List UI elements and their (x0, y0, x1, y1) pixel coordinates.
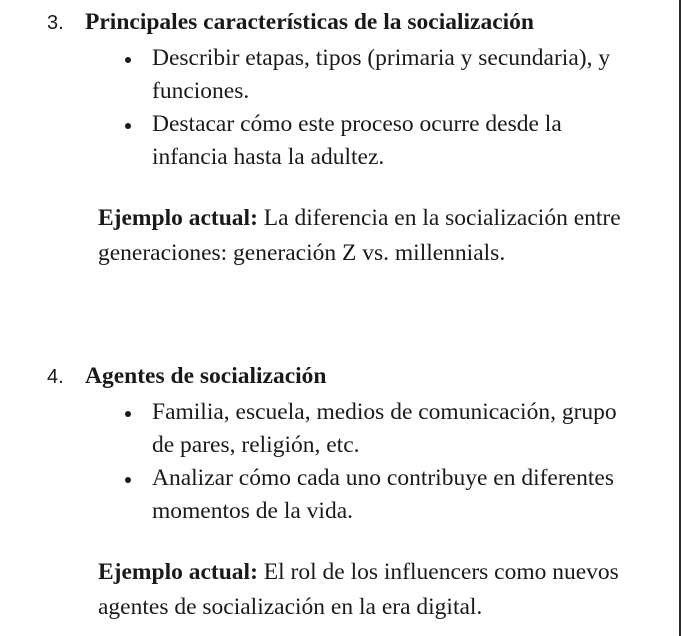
section-3-title: Principales características de la socialización (85, 9, 535, 35)
section-4-title: Agentes de socialización (85, 363, 327, 389)
bullet-dot-icon (125, 477, 131, 483)
section-4-example (98, 555, 658, 625)
bullet-dot-icon (125, 57, 131, 63)
list-item (0, 462, 622, 528)
section-3-bullet-list (0, 42, 676, 174)
section-3-bullet-2-text: Destacar cómo este proceso ocurre desde la infancia hasta la adultez. (152, 111, 562, 170)
section-4-example-label: Ejemplo actual: (98, 559, 258, 585)
section-4-number: 4. (47, 366, 64, 388)
section-3-number: 3. (47, 12, 64, 34)
bullet-dot-icon (125, 411, 131, 417)
section-4-heading (0, 356, 676, 396)
section-3-example-text: La diferencia en la socialización entre generaciones: generación Z vs. millennials. (98, 205, 621, 266)
list-item (0, 42, 622, 108)
section-3-heading (0, 2, 676, 42)
section-3-example (98, 201, 658, 271)
section-3-example-label: Ejemplo actual: (98, 205, 258, 231)
section-4-bullet-list (0, 396, 676, 528)
section-3 (0, 2, 676, 271)
bullet-dot-icon (125, 123, 131, 129)
list-item (0, 108, 622, 174)
section-4-example-text: El rol de los influencers como nuevos agentes de socialización en la era digital. (98, 559, 619, 620)
list-item (0, 396, 622, 462)
section-4 (0, 356, 676, 625)
section-4-bullet-1-text: Familia, escuela, medios de comunicación, grupo de pares, religión, etc. (152, 399, 617, 458)
section-4-bullet-2-text: Analizar cómo cada uno contribuye en diferentes momentos de la vida. (152, 465, 614, 524)
section-3-bullet-1-text: Describir etapas, tipos (primaria y secundaria), y funciones. (152, 45, 611, 104)
